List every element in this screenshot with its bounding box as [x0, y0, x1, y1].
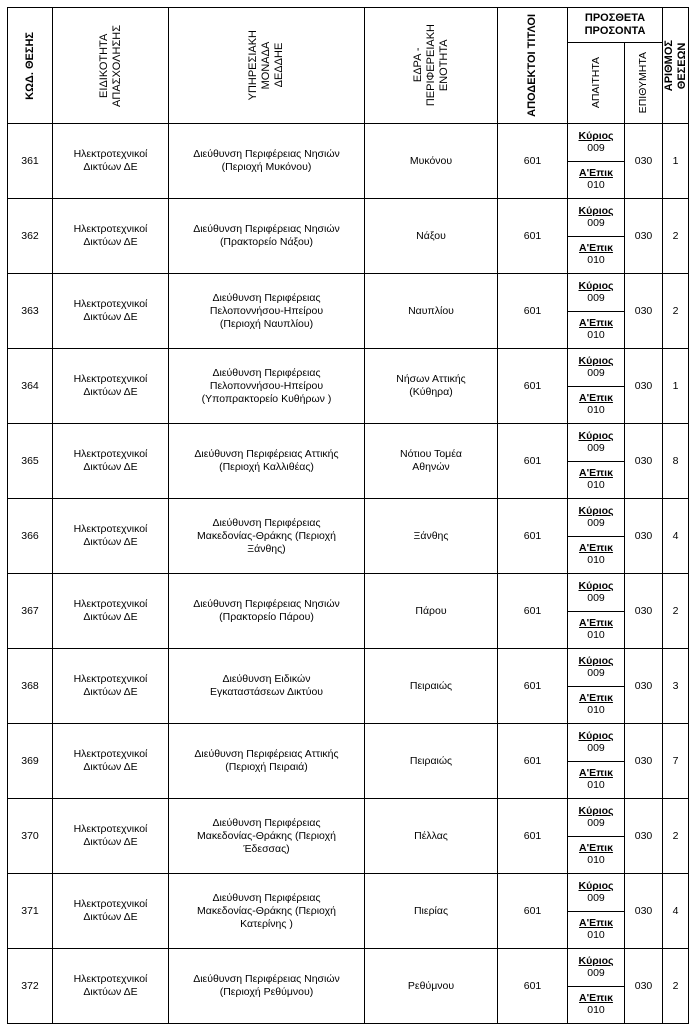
position-code: 366	[8, 499, 53, 574]
titles-cell: 601	[498, 724, 568, 799]
specialty-cell: Ηλεκτροτεχνικοί Δικτύων ΔΕ	[53, 424, 169, 499]
position-code: 362	[8, 199, 53, 274]
specialty-cell: Ηλεκτροτεχνικοί Δικτύων ΔΕ	[53, 349, 169, 424]
table-row	[8, 274, 689, 349]
table-row	[8, 199, 689, 274]
positions-count: 2	[663, 574, 689, 649]
unit-cell: Διεύθυνση Περιφέρειας Αττικής (Περιοχή Πειραιά)	[169, 724, 365, 799]
titles-cell: 601	[498, 949, 568, 1024]
specialty-cell: Ηλεκτροτεχνικοί Δικτύων ΔΕ	[53, 499, 169, 574]
required-cell	[568, 649, 625, 724]
desired-cell: 030	[625, 724, 663, 799]
required-main-value: 009	[587, 667, 605, 679]
unit-cell: Διεύθυνση Περιφέρειας Πελοποννήσου-Ηπείρου (Υποπρακτορείο Κυθήρων )	[169, 349, 365, 424]
specialty-cell: Ηλεκτροτεχνικοί Δικτύων ΔΕ	[53, 799, 169, 874]
header-titles: ΑΠΟΔΕΚΤΟΙ ΤΙΤΛΟΙ	[498, 8, 568, 124]
required-cell	[568, 199, 625, 274]
required-secondary-value: 010	[587, 479, 605, 491]
seat-cell: Ναυπλίου	[365, 274, 498, 349]
positions-count: 4	[663, 874, 689, 949]
required-main-value: 009	[587, 292, 605, 304]
desired-cell: 030	[625, 424, 663, 499]
desired-cell: 030	[625, 274, 663, 349]
positions-count: 3	[663, 649, 689, 724]
position-code: 369	[8, 724, 53, 799]
positions-count: 2	[663, 199, 689, 274]
required-secondary-label: Α'Επικ	[579, 542, 613, 554]
required-main	[568, 574, 624, 612]
position-code: 371	[8, 874, 53, 949]
specialty-cell: Ηλεκτροτεχνικοί Δικτύων ΔΕ	[53, 874, 169, 949]
required-main	[568, 199, 624, 237]
required-secondary-label: Α'Επικ	[579, 317, 613, 329]
position-code: 363	[8, 274, 53, 349]
desired-cell: 030	[625, 874, 663, 949]
positions-count: 4	[663, 499, 689, 574]
specialty-cell: Ηλεκτροτεχνικοί Δικτύων ΔΕ	[53, 574, 169, 649]
required-secondary	[568, 161, 624, 198]
required-main	[568, 124, 624, 162]
seat-cell: Ξάνθης	[365, 499, 498, 574]
required-secondary	[568, 836, 624, 873]
required-main-label: Κύριος	[578, 355, 614, 367]
required-main-label: Κύριος	[578, 430, 614, 442]
unit-cell: Διεύθυνση Περιφέρειας Νησιών (Πρακτορείο Πάρου)	[169, 574, 365, 649]
required-main	[568, 649, 624, 687]
position-code: 361	[8, 124, 53, 199]
required-main-label: Κύριος	[578, 955, 614, 967]
table-row	[8, 724, 689, 799]
table-row	[8, 874, 689, 949]
required-main	[568, 724, 624, 762]
required-secondary-label: Α'Επικ	[579, 692, 613, 704]
seat-cell: Νήσων Αττικής (Κύθηρα)	[365, 349, 498, 424]
required-secondary-label: Α'Επικ	[579, 917, 613, 929]
required-main-value: 009	[587, 142, 605, 154]
header-required: ΑΠΑΙΤΗΤΑ	[568, 43, 625, 124]
required-secondary	[568, 986, 624, 1023]
required-main	[568, 424, 624, 462]
required-main	[568, 874, 624, 912]
seat-cell: Ρεθύμνου	[365, 949, 498, 1024]
required-secondary-value: 010	[587, 404, 605, 416]
required-secondary-value: 010	[587, 254, 605, 266]
position-code: 372	[8, 949, 53, 1024]
seat-cell: Πειραιώς	[365, 649, 498, 724]
unit-cell: Διεύθυνση Ειδικών Εγκαταστάσεων Δικτύου	[169, 649, 365, 724]
desired-cell: 030	[625, 949, 663, 1024]
desired-cell: 030	[625, 349, 663, 424]
desired-cell: 030	[625, 199, 663, 274]
required-secondary-value: 010	[587, 329, 605, 341]
required-main-label: Κύριος	[578, 130, 614, 142]
unit-cell: Διεύθυνση Περιφέρειας Μακεδονίας-Θράκης (Περιοχή Κατερίνης )	[169, 874, 365, 949]
required-main-value: 009	[587, 967, 605, 979]
specialty-cell: Ηλεκτροτεχνικοί Δικτύων ΔΕ	[53, 274, 169, 349]
required-main-value: 009	[587, 817, 605, 829]
required-cell	[568, 499, 625, 574]
specialty-cell: Ηλεκτροτεχνικοί Δικτύων ΔΕ	[53, 724, 169, 799]
table-row	[8, 574, 689, 649]
required-secondary-label: Α'Επικ	[579, 392, 613, 404]
position-code: 368	[8, 649, 53, 724]
required-secondary-value: 010	[587, 629, 605, 641]
required-secondary-value: 010	[587, 854, 605, 866]
required-secondary-label: Α'Επικ	[579, 242, 613, 254]
unit-cell: Διεύθυνση Περιφέρειας Πελοποννήσου-Ηπείρου (Περιοχή Ναυπλίου)	[169, 274, 365, 349]
unit-cell: Διεύθυνση Περιφέρειας Μακεδονίας-Θράκης (Περιοχή Έδεσσας)	[169, 799, 365, 874]
required-secondary	[568, 386, 624, 423]
required-main-value: 009	[587, 592, 605, 604]
required-main	[568, 499, 624, 537]
unit-cell: Διεύθυνση Περιφέρειας Μακεδονίας-Θράκης (Περιοχή Ξάνθης)	[169, 499, 365, 574]
seat-cell: Νότιου Τομέα Αθηνών	[365, 424, 498, 499]
desired-cell: 030	[625, 799, 663, 874]
titles-cell: 601	[498, 424, 568, 499]
positions-count: 1	[663, 349, 689, 424]
required-secondary-value: 010	[587, 929, 605, 941]
required-cell	[568, 949, 625, 1024]
titles-cell: 601	[498, 649, 568, 724]
positions-table	[7, 7, 689, 1024]
required-secondary-label: Α'Επικ	[579, 167, 613, 179]
table-header	[8, 8, 689, 124]
specialty-cell: Ηλεκτροτεχνικοί Δικτύων ΔΕ	[53, 949, 169, 1024]
desired-cell: 030	[625, 124, 663, 199]
titles-cell: 601	[498, 799, 568, 874]
positions-count: 7	[663, 724, 689, 799]
required-main-label: Κύριος	[578, 805, 614, 817]
table-row	[8, 499, 689, 574]
unit-cell: Διεύθυνση Περιφέρειας Αττικής (Περιοχή Καλλιθέας)	[169, 424, 365, 499]
table-row	[8, 949, 689, 1024]
titles-cell: 601	[498, 499, 568, 574]
header-seat: ΕΔΡΑ - ΠΕΡΙΦΕΡΕΙΑΚΗ ΕΝΟΤΗΤΑ	[365, 8, 498, 124]
required-secondary	[568, 611, 624, 648]
positions-count: 8	[663, 424, 689, 499]
table-row	[8, 124, 689, 199]
required-main-label: Κύριος	[578, 730, 614, 742]
required-main	[568, 799, 624, 837]
header-specialty: ΕΙΔΙΚΟΤΗΤΑ ΑΠΑΣΧΟΛΗΣΗΣ	[53, 8, 169, 124]
required-main	[568, 274, 624, 312]
required-main-value: 009	[587, 367, 605, 379]
required-main-value: 009	[587, 892, 605, 904]
required-main-label: Κύριος	[578, 580, 614, 592]
header-positions: ΑΡΙΘΜΟΣ ΘΕΣΕΩΝ	[663, 8, 689, 124]
header-desired: ΕΠΙΘΥΜΗΤΑ	[625, 43, 663, 124]
required-main-label: Κύριος	[578, 280, 614, 292]
required-main-value: 009	[587, 742, 605, 754]
required-secondary-value: 010	[587, 1004, 605, 1016]
table-row	[8, 349, 689, 424]
seat-cell: Πιερίας	[365, 874, 498, 949]
table-body	[8, 124, 689, 1024]
required-secondary-label: Α'Επικ	[579, 467, 613, 479]
required-secondary	[568, 311, 624, 348]
required-cell	[568, 349, 625, 424]
table-row	[8, 424, 689, 499]
required-cell	[568, 124, 625, 199]
required-secondary-value: 010	[587, 704, 605, 716]
required-cell	[568, 874, 625, 949]
specialty-cell: Ηλεκτροτεχνικοί Δικτύων ΔΕ	[53, 649, 169, 724]
position-code: 364	[8, 349, 53, 424]
unit-cell: Διεύθυνση Περιφέρειας Νησιών (Περιοχή Ρεθύμνου)	[169, 949, 365, 1024]
required-secondary	[568, 761, 624, 798]
required-cell	[568, 574, 625, 649]
desired-cell: 030	[625, 649, 663, 724]
seat-cell: Μυκόνου	[365, 124, 498, 199]
required-secondary-label: Α'Επικ	[579, 992, 613, 1004]
required-main-value: 009	[587, 442, 605, 454]
required-main-label: Κύριος	[578, 205, 614, 217]
positions-count: 2	[663, 949, 689, 1024]
required-main-label: Κύριος	[578, 880, 614, 892]
required-main-value: 009	[587, 217, 605, 229]
header-extra: ΠΡΟΣΘΕΤΑ ΠΡΟΣΟΝΤΑ	[568, 8, 663, 43]
titles-cell: 601	[498, 874, 568, 949]
titles-cell: 601	[498, 349, 568, 424]
required-cell	[568, 724, 625, 799]
titles-cell: 601	[498, 124, 568, 199]
required-secondary	[568, 686, 624, 723]
desired-cell: 030	[625, 499, 663, 574]
titles-cell: 601	[498, 199, 568, 274]
desired-cell: 030	[625, 574, 663, 649]
required-secondary-label: Α'Επικ	[579, 767, 613, 779]
header-code: ΚΩΔ. ΘΕΣΗΣ	[8, 8, 53, 124]
required-secondary	[568, 461, 624, 498]
required-secondary	[568, 911, 624, 948]
position-code: 365	[8, 424, 53, 499]
titles-cell: 601	[498, 274, 568, 349]
required-secondary-value: 010	[587, 779, 605, 791]
required-secondary-label: Α'Επικ	[579, 617, 613, 629]
required-main-label: Κύριος	[578, 655, 614, 667]
required-cell	[568, 274, 625, 349]
position-code: 367	[8, 574, 53, 649]
specialty-cell: Ηλεκτροτεχνικοί Δικτύων ΔΕ	[53, 124, 169, 199]
header-unit: ΥΠΗΡΕΣΙΑΚΗ ΜΟΝΑΔΑ ΔΕΔΔΗΕ	[169, 8, 365, 124]
required-secondary	[568, 236, 624, 273]
positions-count: 2	[663, 274, 689, 349]
seat-cell: Πειραιώς	[365, 724, 498, 799]
seat-cell: Νάξου	[365, 199, 498, 274]
positions-count: 1	[663, 124, 689, 199]
required-cell	[568, 799, 625, 874]
unit-cell: Διεύθυνση Περιφέρειας Νησιών (Πρακτορείο Νάξου)	[169, 199, 365, 274]
positions-count: 2	[663, 799, 689, 874]
required-main	[568, 949, 624, 987]
required-secondary-label: Α'Επικ	[579, 842, 613, 854]
unit-cell: Διεύθυνση Περιφέρειας Νησιών (Περιοχή Μυκόνου)	[169, 124, 365, 199]
required-main	[568, 349, 624, 387]
table-row	[8, 649, 689, 724]
required-main-value: 009	[587, 517, 605, 529]
position-code: 370	[8, 799, 53, 874]
required-cell	[568, 424, 625, 499]
required-secondary-value: 010	[587, 554, 605, 566]
required-secondary	[568, 536, 624, 573]
seat-cell: Πάρου	[365, 574, 498, 649]
specialty-cell: Ηλεκτροτεχνικοί Δικτύων ΔΕ	[53, 199, 169, 274]
required-secondary-value: 010	[587, 179, 605, 191]
table-row	[8, 799, 689, 874]
seat-cell: Πέλλας	[365, 799, 498, 874]
titles-cell: 601	[498, 574, 568, 649]
required-main-label: Κύριος	[578, 505, 614, 517]
